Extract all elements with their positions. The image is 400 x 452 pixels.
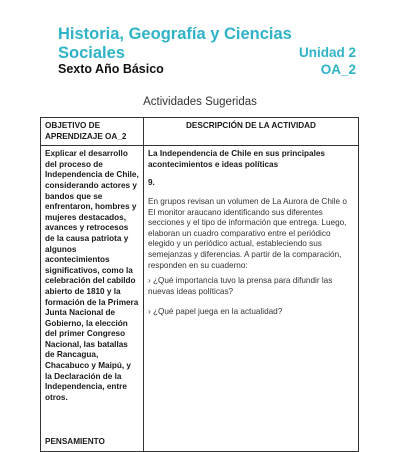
objective-column-header: OBJETIVO DE APRENDIZAJE OA_2	[41, 118, 144, 146]
activity-title: La Independencia de Chile en sus principales acontecimientos e ideas políticas	[148, 149, 325, 169]
objective-text: Explicar el desarrollo del proceso de Independencia de Chile, considerando actores y bandos que se enfrentaron, hombres y mujeres destacados, avances y retrocesos de la causa patriota y algunos acontecimientos significativos, como la celebración del cabildo abierto de 1810 y la formación de la Primera Junta Nacional de Gobierno, la elección del primer Congreso Nacional, las batallas de Rancagua, Chacabuco y Maipú, y la Declaración de la Independencia, entre otros.	[45, 149, 139, 402]
activity-number: 9.	[148, 178, 155, 188]
section-title: Actividades Sugeridas	[143, 96, 257, 108]
description-cell	[144, 146, 359, 452]
description-column-header: DESCRIPCIÓN DE LA ACTIVIDAD	[144, 118, 359, 146]
unit-label: Unidad 2	[298, 45, 356, 60]
unit-block	[299, 44, 356, 78]
oa-label: OA_2	[320, 62, 356, 77]
question-1: › ¿Qué importancia tuvo la prensa para difundir las nuevas ideas políticas?	[148, 276, 333, 296]
activity-text: En grupos revisan un volumen de La Aurora de Chile o El monitor araucano identificando sus diferentes secciones y el tipo de información que entrega. Luego, elaboran un cuadro comparativo entre el periódico elegido y un periódico actual, estableciendo sus semejanzas y diferencias. A partir de la comparación, responden en su cuaderno:	[148, 196, 347, 270]
objective-cell	[41, 146, 144, 452]
table-header-row	[41, 118, 359, 146]
activities-table	[40, 117, 359, 452]
question-2: › ¿Qué papel juega en la actualidad?	[148, 307, 283, 317]
table-row	[41, 146, 359, 452]
thinking-label: PENSAMIENTO	[45, 437, 105, 447]
subject-title: Historia, Geografía y Ciencias Sociales	[58, 25, 292, 62]
grade-label: Sexto Año Básico	[58, 62, 164, 76]
